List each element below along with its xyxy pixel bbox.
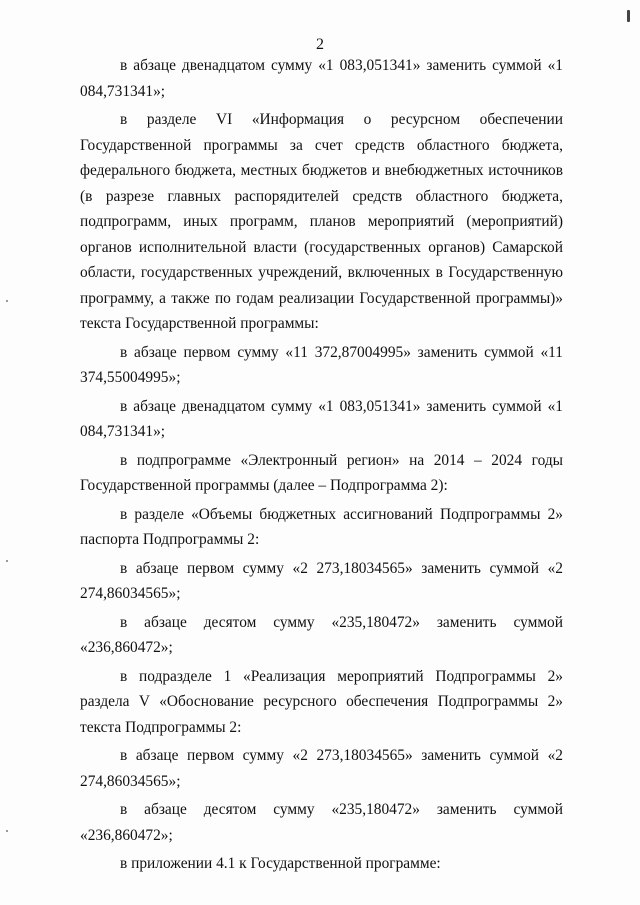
paragraph: в абзаце первом сумму «2 273,18034565» заменить суммой «2 274,86034565»; bbox=[80, 559, 563, 602]
paragraph: в абзаце двенадцатом сумму «1 083,051341» заменить суммой «1 084,731341»; bbox=[80, 57, 563, 100]
paragraph: в абзаце десятом сумму «235,180472» заменить суммой «236,860472»; bbox=[80, 613, 563, 656]
paragraph: в абзаце первом сумму «11 372,87004995» заменить суммой «11 374,55004995»; bbox=[80, 343, 563, 386]
paragraph: в разделе «Объемы бюджетных ассигнований Подпрограммы 2» паспорта Подпрограммы 2: bbox=[80, 505, 563, 548]
document-body bbox=[80, 53, 563, 880]
paragraph: в подпрограмме «Электронный регион» на 2014 – 2024 годы Государственной программы (далее – Подпрограмма 2): bbox=[80, 451, 563, 494]
scan-artifact bbox=[6, 830, 8, 832]
scan-artifact bbox=[6, 300, 8, 302]
paragraph: в подразделе 1 «Реализация мероприятий Подпрограммы 2» раздела V «Обоснование ресурсного обеспечения Подпрограммы 2» текста Подпрограммы 2: bbox=[80, 667, 563, 736]
scan-artifact bbox=[627, 10, 630, 22]
scan-artifact bbox=[6, 560, 8, 562]
paragraph: в абзаце первом сумму «2 273,18034565» заменить суммой «2 274,86034565»; bbox=[80, 747, 563, 790]
page-number: 2 bbox=[316, 36, 324, 53]
paragraph: в абзаце двенадцатом сумму «1 083,051341» заменить суммой «1 084,731341»; bbox=[80, 397, 563, 440]
paragraph: в абзаце десятом сумму «235,180472» заменить суммой «236,860472»; bbox=[80, 801, 563, 844]
paragraph: в разделе VI «Информация о ресурсном обеспечении Государственной программы за счет средств областного бюджета, федерального бюджета, местных бюджетов и внебюджетных источников (в разрезе главных распорядителей средств областного бюджета, подпрограмм, иных программ, планов мероприятий (мероприятий) органов исполнительной власти (государственных органов) Самарской области, государственных учреждений, включенных в Государственную программу, а также по годам реализации Государственной программы)» текста Государственной программы: bbox=[80, 111, 563, 332]
paragraph: в приложении 4.1 к Государственной программе: bbox=[120, 855, 441, 872]
